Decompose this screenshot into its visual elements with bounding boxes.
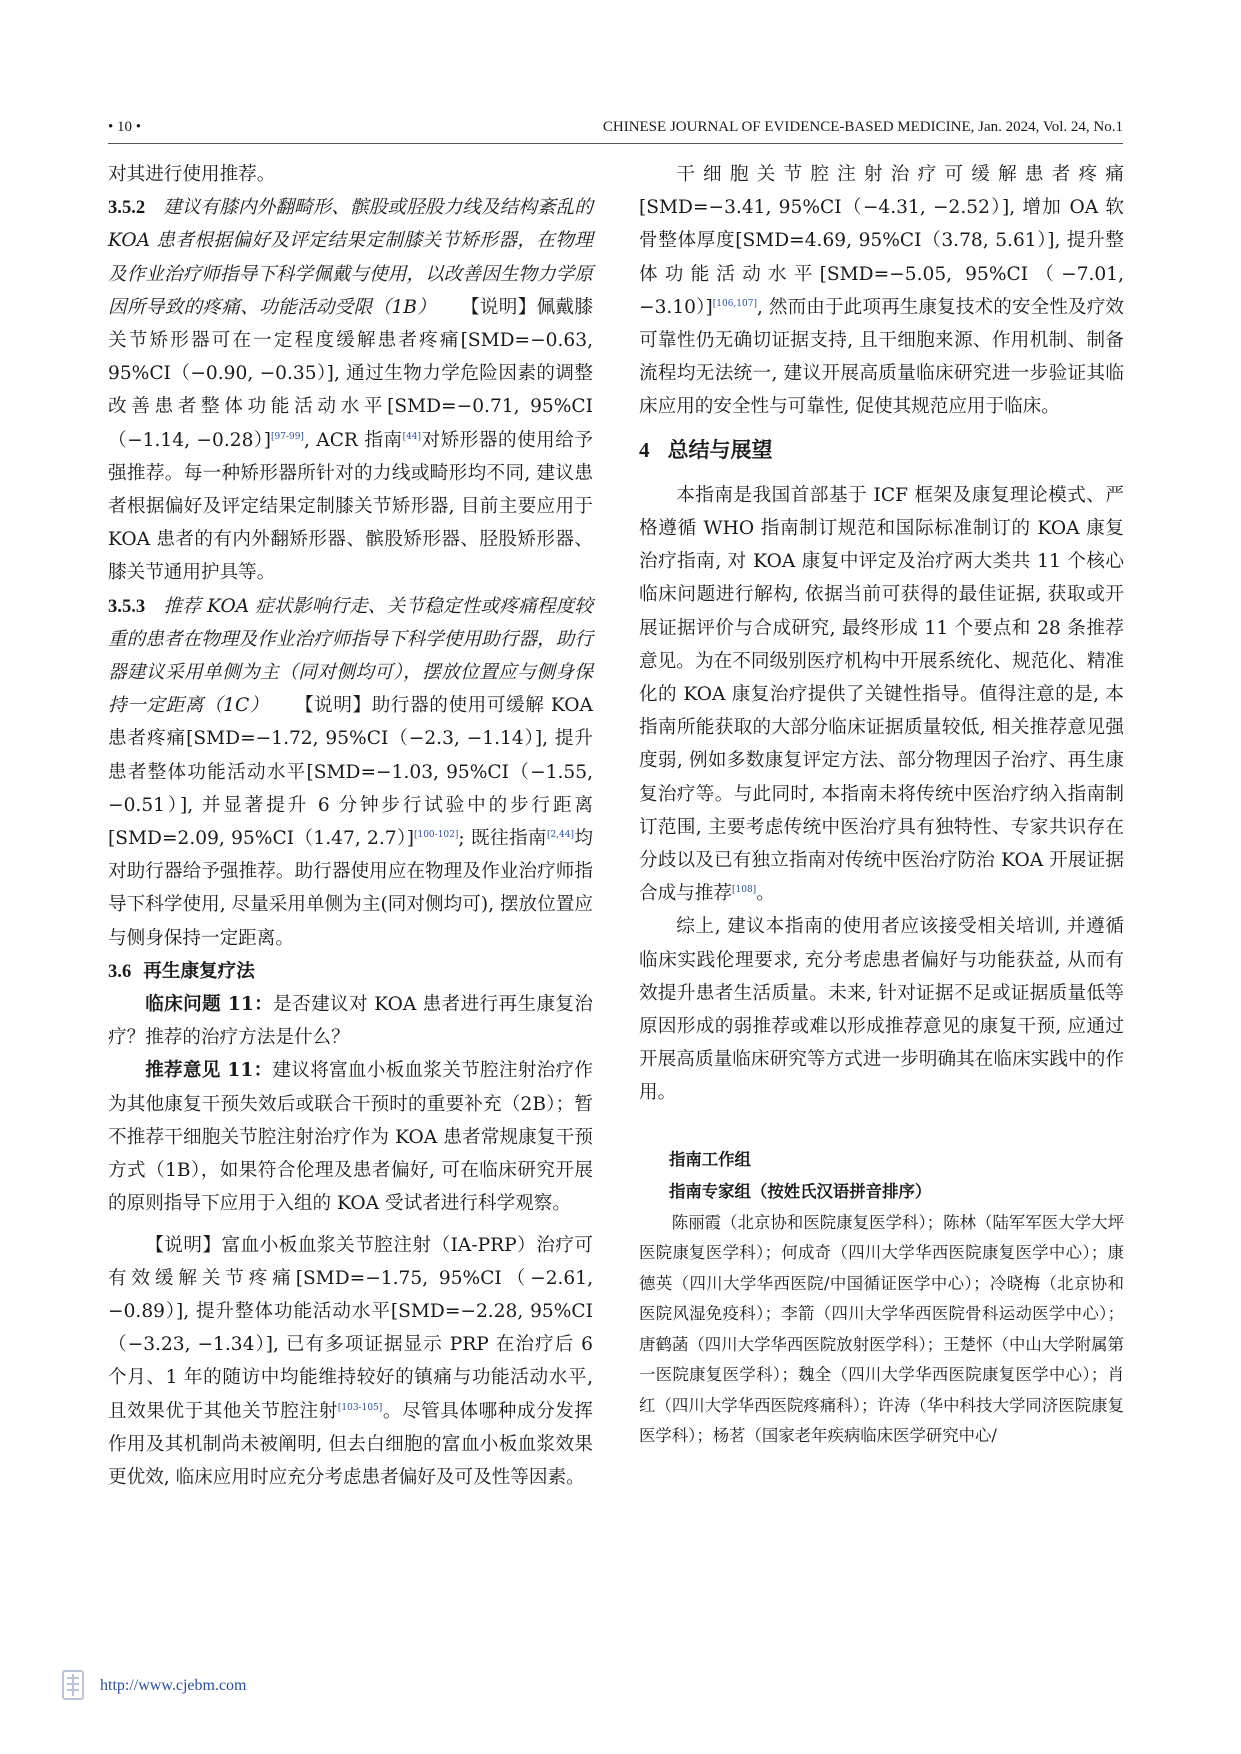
section-heading-3-6: 3.6 再生康复疗法 (108, 960, 255, 982)
working-group-title: 指南工作组 (669, 1149, 751, 1169)
expert-group-subtitle: 指南专家组（按姓氏汉语拼音排序） (669, 1181, 932, 1201)
section-number: 3.5.2 (108, 197, 146, 219)
reference-mark[interactable]: [103-105] (337, 1402, 383, 1413)
explanation-text: 【说明】佩戴膝关节矫形器可在一定程度缓解患者疼痛[SMD=−0.63, 95%CI（−0.90, −0.35）], 通过生物力学危险因素的调整改善患者整体功能活动水平[SMD=−0.71, 95%CI（−1.14, −0.28）][97-99], ACR 指南[44]对矫形器的使用给予强推荐。每一种矫形器所针对的力线或畸形均不同, 建议患者根据偏好及评定结果定制膝关节矫形器, 目前主要应用于 KOA 患者的有内外翻矫形器、髌股矫形器、胫股矫形器、膝关节通用护具等。 (108, 296, 593, 584)
reference-mark[interactable]: [97-99] (270, 431, 304, 442)
recommendation-text: 推荐 KOA 症状影响行走、关节稳定性或疼痛程度较重的患者在物理及作业治疗师指导下科学使用助行器，助行器建议采用单侧为主（同对侧均可），摆放位置应与侧身保持一定距离（1C） (108, 595, 594, 717)
journal-citation: CHINESE JOURNAL OF EVIDENCE-BASED MEDICINE, Jan. 2024, Vol. 24, No.1 (602, 119, 1123, 135)
section-heading-4: 4 总结与展望 (639, 437, 773, 462)
clinical-question-11: 临床问题 11：是否建议对 KOA 患者进行再生康复治疗？推荐的治疗方法是什么？ (108, 994, 593, 1049)
recommendation-3-5-3 (108, 590, 593, 955)
right-column (639, 158, 1124, 1452)
page-number: • 10 • (108, 119, 142, 135)
reference-mark[interactable]: [100-102] (413, 830, 459, 841)
running-header (108, 117, 1123, 144)
conclusion-paragraph: 综上, 建议本指南的使用者应该接受相关培训, 并遵循临床实践伦理要求, 充分考虑患者偏好与功能获益, 从而有效提升患者生活质量。未来, 针对证据不足或证据质量低等原因形成的弱推荐或难以形成推荐意见的康复干预, 应通过开展高质量临床研究等方式进一步明确其在临床实践中的作用。 (639, 916, 1124, 1104)
reference-mark[interactable]: [2,44] (546, 830, 574, 841)
explanation-text: 【说明】助行器的使用可缓解 KOA 患者疼痛[SMD=−1.72, 95%CI（−2.3, −1.14）], 提升患者整体功能活动水平[SMD=−1.03, 95%CI（−1.55, −0.51）], 并显著提升 6 分钟步行试验中的步行距离[SMD=2.09, 95%CI（1.47, 2.7）][100-102]; 既往指南[2,44]均对助行器给予强推荐。助行器使用应在物理及作业治疗师指导下科学使用, 尽量采用单侧为主(同对侧均可), 摆放位置应与侧身保持一定距离。 (108, 695, 593, 949)
section-number: 3.5.3 (108, 595, 146, 617)
prp-explanation: 【说明】富血小板血浆关节腔注射（IA-PRP）治疗可有效缓解关节疼痛[SMD=−1.75, 95%CI（−2.61, −0.89）], 提升整体功能活动水平[SMD=−2.28, 95%CI（−3.23, −1.34）], 已有多项证据显示 PRP 在治疗后 6 个月、1 年的随访中均能维持较好的镇痛与功能活动水平, 且效果优于其他关节腔注射[103-105]。尽管具体哪种成分发挥作用及其机制尚未被阐明, 但去白细胞的富血小板血浆效果更优效, 临床应用时应充分考虑患者偏好及可及性等因素。 (108, 1234, 593, 1488)
reference-mark[interactable]: [44] (402, 431, 422, 442)
recommendation-11: 推荐意见 11：建议将富血小板血浆关节腔注射治疗作为其他康复干预失效后或联合干预时的重要补充（2B）；暂不推荐干细胞关节腔注射治疗作为 KOA 患者常规康复干预方式（1B），如果符合伦理及患者偏好, 可在临床研究开展的原则指导下应用于入组的 KOA 受试者进行科学观察。 (108, 1060, 593, 1215)
journal-logo-icon (60, 1669, 86, 1701)
summary-paragraph: 本指南是我国首部基于 ICF 框架及康复理论模式、严格遵循 WHO 指南制订规范和国际标准制订的 KOA 康复治疗指南, 对 KOA 康复中评定及治疗两大类共 11 个核心临床问题进行解构, 依据当前可获得的最佳证据, 获取或开展证据评价与合成研究, 最终形成 11 个要点和 28 条推荐意见。为在不同级别医疗机构中开展系统化、规范化、精准化的 KOA 康复治疗提供了关键性指导。值得注意的是, 本指南所能获取的大部分临床证据质量较低, 相关推荐意见强度弱, 例如多数康复评定方法、部分物理因子治疗、再生康复治疗等。与此同时, 本指南未将传统中医治疗纳入指南制订范围, 主要考虑传统中医治疗具有独特性、专家共识存在分歧以及已有独立指南对传统中医治疗防治 KOA 开展证据合成与推荐[108]。 (639, 484, 1124, 905)
recommendation-3-5-2 (108, 191, 593, 589)
recommendation-text: 建议有膝内外翻畸形、髌股或胫股力线及结构紊乱的 KOA 患者根据偏好及评定结果定制膝关节矫形器，在物理及作业治疗师指导下科学佩戴与使用，以改善因生物力学原因所导致的疼痛、功能活动受限（1B） (108, 197, 593, 318)
expert-group-members: 陈丽霞（北京协和医院康复医学科）；陈林（陆军军医大学大坪医院康复医学科）；何成奇（四川大学华西医院康复医学中心）；康德英（四川大学华西医院/中国循证医学中心）；冷晓梅（北京协和医院风湿免疫科）；李箭（四川大学华西医院骨科运动医学中心）；唐鹤菡（四川大学华西医院放射医学科）；王楚怀（中山大学附属第一医院康复医学科）；魏全（四川大学华西医院康复医学中心）；肖红（四川大学华西医院疼痛科）；许涛（华中科技大学同济医院康复医学科）；杨茗（国家老年疾病临床医学研究中心/ (639, 1212, 1124, 1446)
intro-paragraph: 对其进行使用推荐。 (108, 164, 276, 185)
stem-cell-paragraph: 干细胞关节腔注射治疗可缓解患者疼痛[SMD=−3.41, 95%CI（−4.31, −2.52）], 增加 OA 软骨整体厚度[SMD=4.69, 95%CI（3.78, 5.61）], 提升整体功能活动水平[SMD=−5.05, 95%CI（−7.01, −3.10）][106,107], 然而由于此项再生康复技术的安全性及疗效可靠性仍无确切证据支持, 且干细胞来源、作用机制、制备流程均无法统一, 建议开展高质量临床研究进一步验证其临床应用的安全性与可靠性, 促使其规范应用于临床。 (639, 164, 1124, 418)
reference-mark[interactable]: [108] (731, 885, 757, 896)
journal-url-link[interactable]: http://www.cjebm.com (100, 1677, 247, 1694)
left-column (108, 158, 593, 1494)
reference-mark[interactable]: [106,107] (712, 298, 757, 309)
